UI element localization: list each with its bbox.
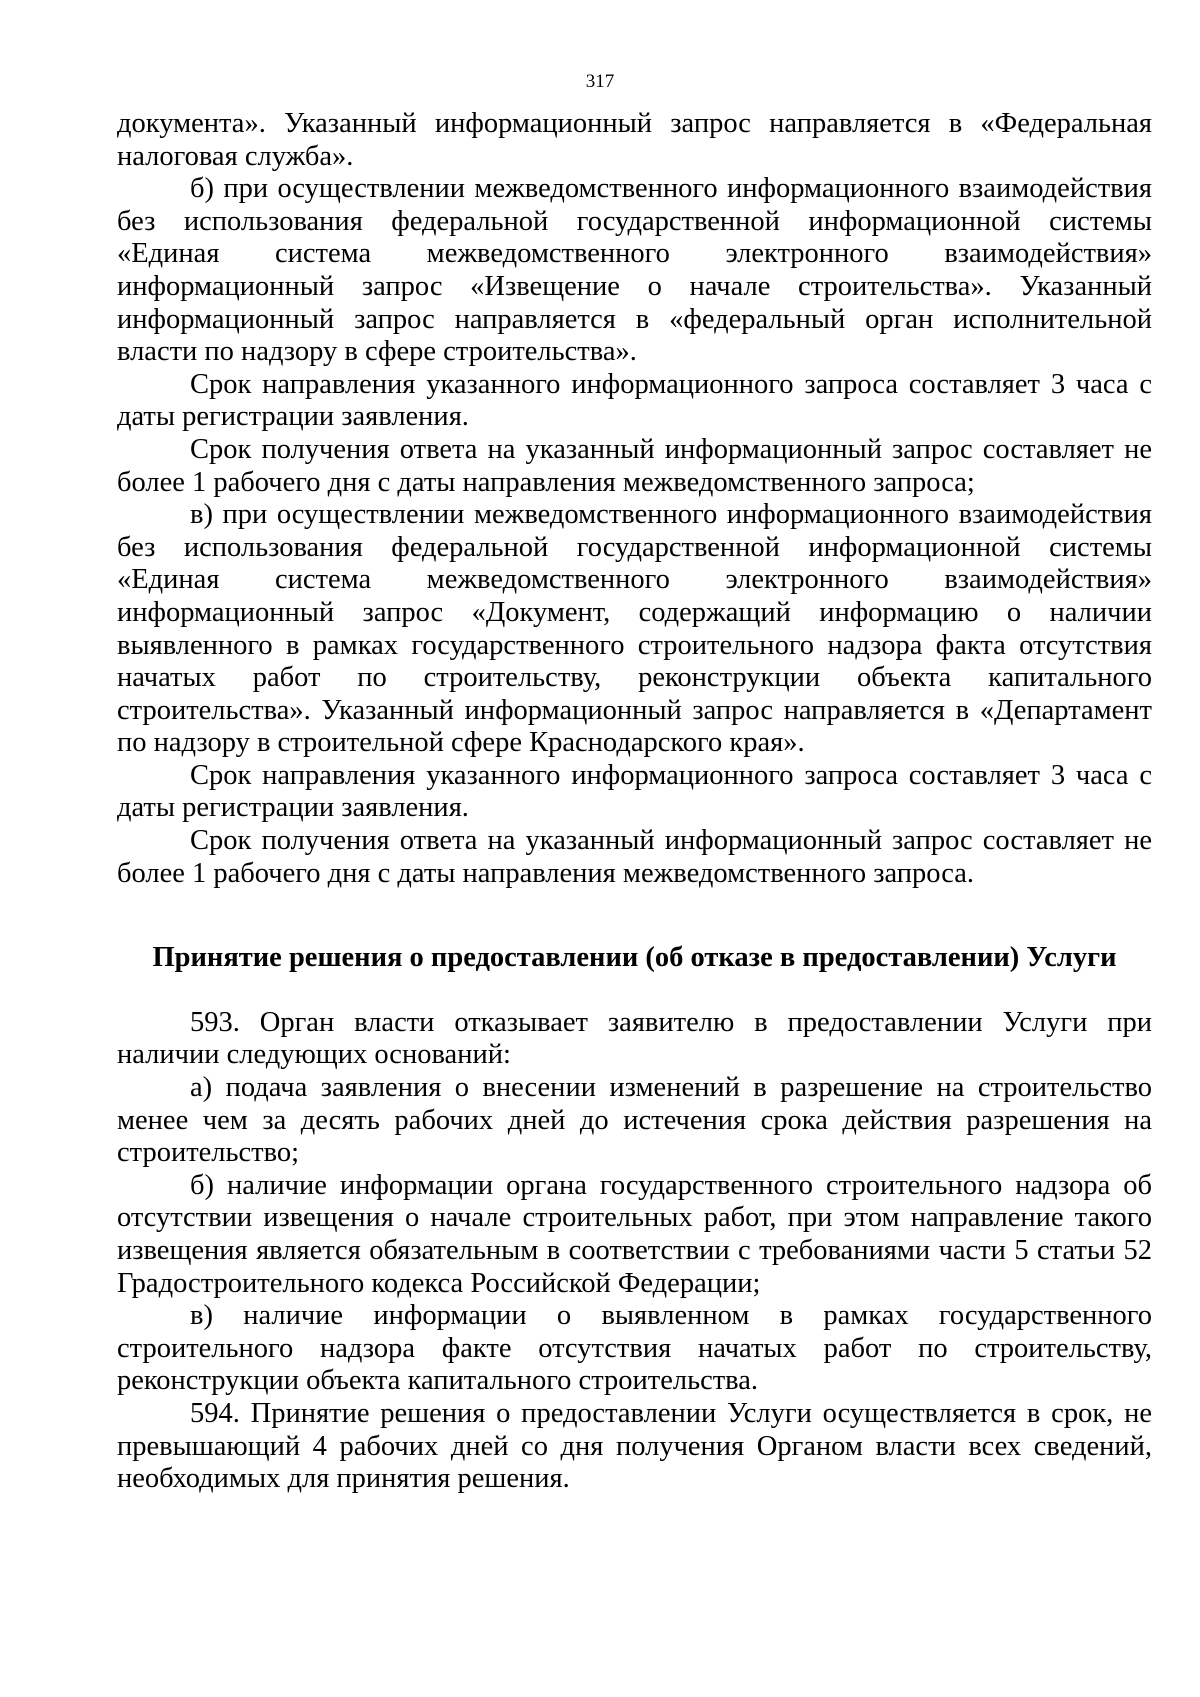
paragraph: в) наличие информации о выявленном в рамках государственного строительного надзора факте отсутствия начатых работ по строительству, реконструкции объекта капитального строительства.: [117, 1300, 1152, 1397]
paragraph: Срок направления указанного информационного запроса составляет 3 часа с даты регистрации заявления.: [117, 368, 1152, 433]
paragraph: Срок направления указанного информационного запроса составляет 3 часа с даты регистрации заявления.: [117, 759, 1152, 824]
paragraph: Срок получения ответа на указанный информационный запрос составляет не более 1 рабочего дня с даты направления межведомственного запроса;: [117, 433, 1152, 498]
paragraph: а) подача заявления о внесении изменений в разрешение на строительство менее чем за десять рабочих дней до истечения срока действия разрешения на строительство;: [117, 1072, 1152, 1169]
paragraph: Срок получения ответа на указанный информационный запрос составляет не более 1 рабочего дня с даты направления межведомственного запроса.: [117, 825, 1152, 889]
section-heading: Принятие решения о предоставлении (об отказе в предоставлении) Услуги: [152, 942, 1117, 974]
page-number: 317: [585, 71, 615, 92]
paragraph: 593. Орган власти отказывает заявителю в предоставлении Услуги при наличии следующих оснований:: [117, 1006, 1152, 1071]
paragraph: документа». Указанный информационный запрос направляется в «Федеральная налоговая служба».: [117, 108, 1152, 172]
paragraph: 594. Принятие решения о предоставлении Услуги осуществляется в срок, не превышающий 4 рабочих дней со дня получения Органом власти всех сведений, необходимых для принятия решения.: [117, 1397, 1152, 1495]
paragraph: б) наличие информации органа государственного строительного надзора об отсутствии извещения о начале строительных работ, при этом направление такого извещения является обязательным в соответствии с требованиями части 5 статьи 52 Градостроительного кодекса Российской Федерации;: [117, 1169, 1152, 1299]
paragraph: в) при осуществлении межведомственного информационного взаимодействия без использования федеральной государственной информационной системы «Единая система межведомственного электронного взаимодействия» информационный запрос «Документ, содержащий информацию о наличии выявленного в рамках государственного строительного надзора факта отсутствия начатых работ по строительству, реконструкции объекта капитального строительства». Указанный информационный запрос направляется в «Департамент по надзору в строительной сфере Краснодарского края».: [117, 499, 1152, 759]
paragraph: б) при осуществлении межведомственного информационного взаимодействия без использования федеральной государственной информационной системы «Единая система межведомственного электронного взаимодействия» информационный запрос «Извещение о начале строительства». Указанный информационный запрос направляется в «федеральный орган исполнительной власти по надзору в сфере строительства».: [117, 173, 1152, 368]
document-body: [117, 108, 1152, 1496]
